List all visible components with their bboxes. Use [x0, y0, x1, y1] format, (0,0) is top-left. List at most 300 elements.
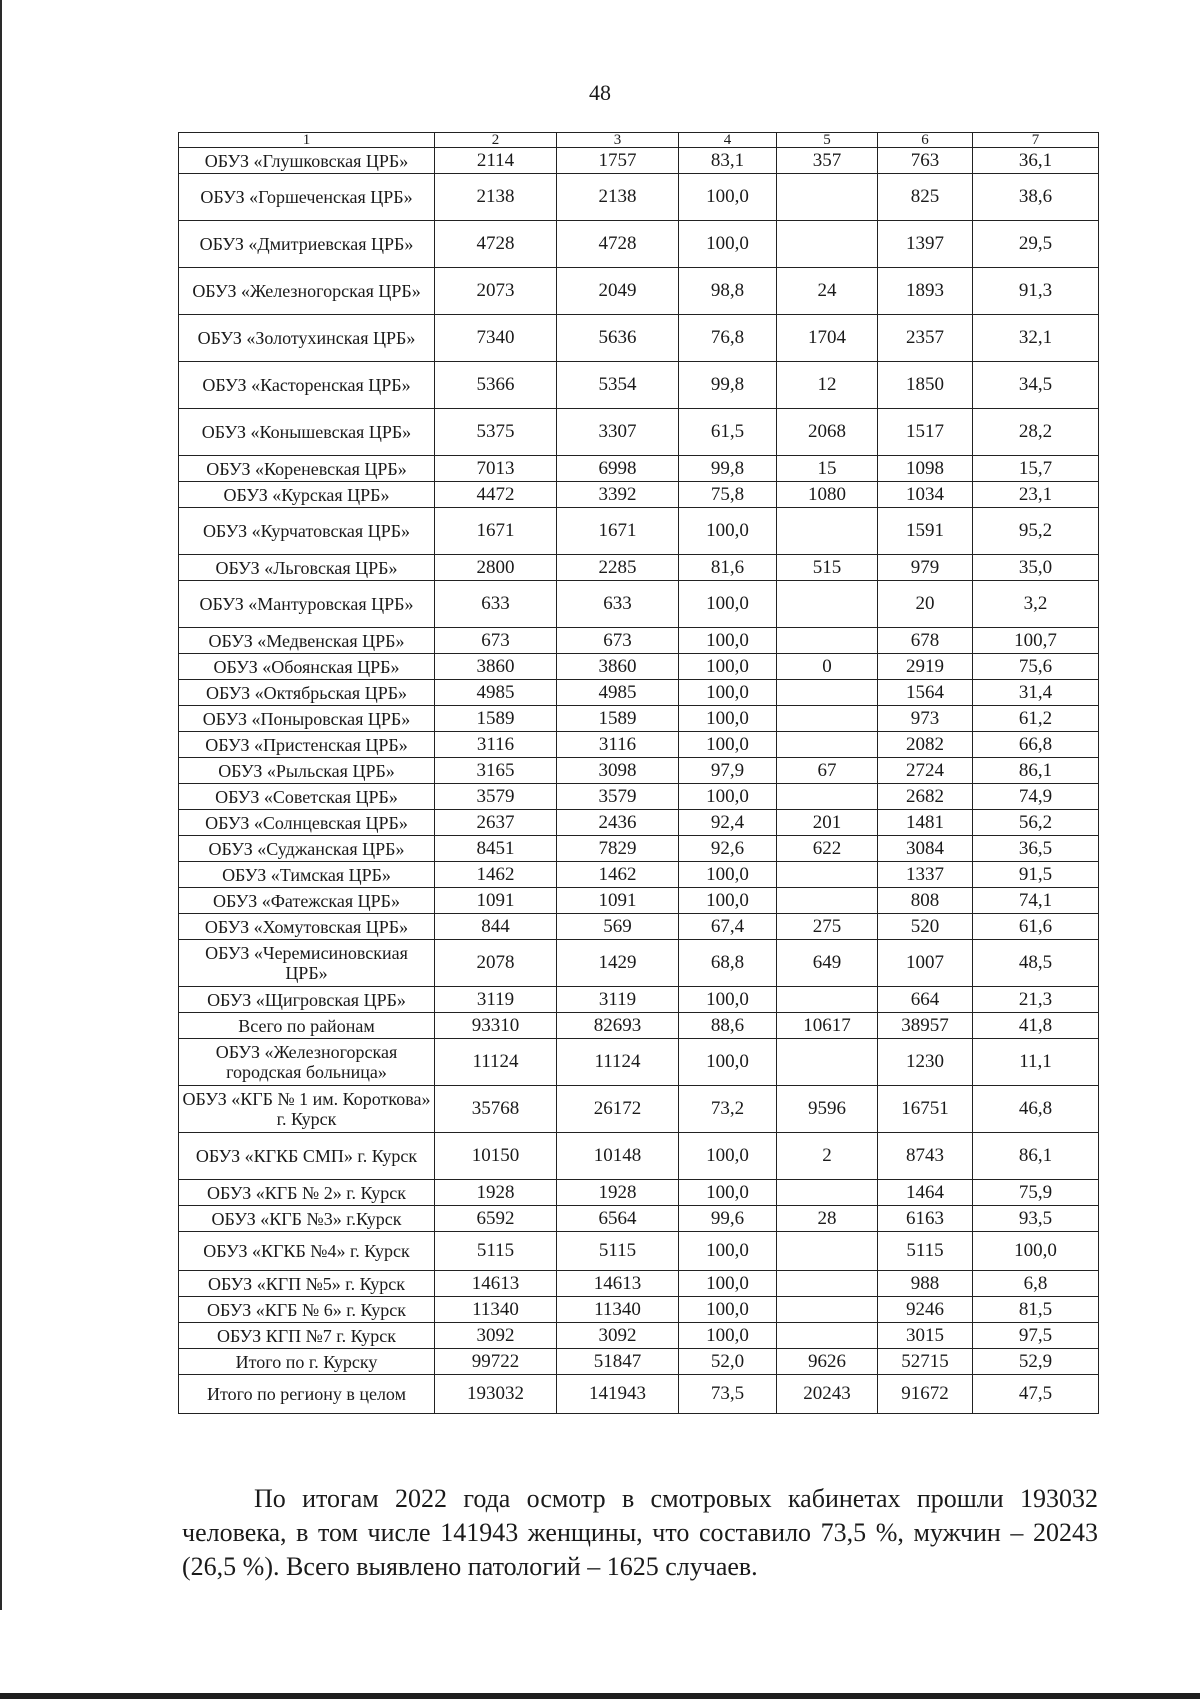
institution-name-cell: ОБУЗ «Медвенская ЦРБ»: [179, 628, 435, 654]
table-cell: 26172: [557, 1086, 679, 1133]
table-cell: 99,6: [679, 1206, 777, 1232]
institution-name-cell: ОБУЗ «Льговская ЦРБ»: [179, 555, 435, 581]
table-cell: 1757: [557, 148, 679, 174]
table-cell: [777, 680, 878, 706]
table-cell: 11,1: [973, 1039, 1099, 1086]
table-row: [179, 1232, 1099, 1271]
table-row: [179, 1133, 1099, 1180]
institution-name-cell: Всего по районам: [179, 1013, 435, 1039]
table-cell: 93310: [435, 1013, 557, 1039]
table-cell: 99,8: [679, 362, 777, 409]
institution-name-cell: ОБУЗ «КГБ № 2» г. Курск: [179, 1180, 435, 1206]
table-cell: 91,5: [973, 862, 1099, 888]
table-cell: 1564: [878, 680, 973, 706]
table-cell: 81,5: [973, 1297, 1099, 1323]
table-cell: 1098: [878, 456, 973, 482]
institution-name-cell: ОБУЗ «КГКБ СМП» г. Курск: [179, 1133, 435, 1180]
table-cell: 673: [557, 628, 679, 654]
table-cell: 9626: [777, 1349, 878, 1375]
table-cell: 100,0: [679, 862, 777, 888]
table-cell: [777, 706, 878, 732]
table-cell: 52,0: [679, 1349, 777, 1375]
table-row: [179, 409, 1099, 456]
institution-name-cell: ОБУЗ «Мантуровская ЦРБ»: [179, 581, 435, 628]
table-row: [179, 1323, 1099, 1349]
table-cell: 20243: [777, 1375, 878, 1414]
table-cell: 3579: [557, 784, 679, 810]
table-cell: 2082: [878, 732, 973, 758]
table-row: [179, 836, 1099, 862]
institution-name-cell: ОБУЗ «Суджанская ЦРБ»: [179, 836, 435, 862]
table-cell: 93,5: [973, 1206, 1099, 1232]
institution-name-cell: ОБУЗ «Золотухинская ЦРБ»: [179, 315, 435, 362]
table-cell: [777, 1039, 878, 1086]
table-cell: 844: [435, 914, 557, 940]
table-cell: 86,1: [973, 758, 1099, 784]
institution-name-cell: ОБУЗ «Пристенская ЦРБ»: [179, 732, 435, 758]
table-cell: 100,0: [679, 784, 777, 810]
institution-name-cell: ОБУЗ «Обоянская ЦРБ»: [179, 654, 435, 680]
institution-name-cell: ОБУЗ «Хомутовская ЦРБ»: [179, 914, 435, 940]
table-cell: 5115: [557, 1232, 679, 1271]
table-cell: 3119: [435, 987, 557, 1013]
table-cell: 808: [878, 888, 973, 914]
table-cell: [777, 1271, 878, 1297]
table-cell: 201: [777, 810, 878, 836]
table-cell: 622: [777, 836, 878, 862]
page-number: 48: [589, 80, 611, 105]
table-cell: 649: [777, 940, 878, 987]
table-cell: 52,9: [973, 1349, 1099, 1375]
institution-name-cell: ОБУЗ «Щигровская ЦРБ»: [179, 987, 435, 1013]
table-cell: 3084: [878, 836, 973, 862]
table-cell: [777, 1323, 878, 1349]
table-cell: 1671: [435, 508, 557, 555]
table-cell: 41,8: [973, 1013, 1099, 1039]
table-cell: 1462: [557, 862, 679, 888]
table-cell: 11340: [435, 1297, 557, 1323]
table-row: [179, 706, 1099, 732]
table-row: [179, 732, 1099, 758]
table-cell: 11124: [435, 1039, 557, 1086]
table-cell: 2436: [557, 810, 679, 836]
table-cell: 35768: [435, 1086, 557, 1133]
table-cell: 68,8: [679, 940, 777, 987]
table-cell: [777, 174, 878, 221]
table-cell: 4728: [435, 221, 557, 268]
table-cell: 61,5: [679, 409, 777, 456]
table-cell: 664: [878, 987, 973, 1013]
table-row: [179, 914, 1099, 940]
table-cell: 6,8: [973, 1271, 1099, 1297]
table-cell: 678: [878, 628, 973, 654]
table-cell: 99722: [435, 1349, 557, 1375]
table-cell: 193032: [435, 1375, 557, 1414]
table-cell: 81,6: [679, 555, 777, 581]
table-cell: 99,8: [679, 456, 777, 482]
table-cell: 973: [878, 706, 973, 732]
table-cell: 2078: [435, 940, 557, 987]
table-cell: 2073: [435, 268, 557, 315]
institution-name-cell: ОБУЗ «КГБ № 6» г. Курск: [179, 1297, 435, 1323]
table-row: [179, 784, 1099, 810]
table-cell: 10148: [557, 1133, 679, 1180]
table-cell: [777, 732, 878, 758]
table-cell: 2637: [435, 810, 557, 836]
table-cell: 16751: [878, 1086, 973, 1133]
table-cell: 3307: [557, 409, 679, 456]
table-row: [179, 581, 1099, 628]
table-cell: 75,8: [679, 482, 777, 508]
table-row: [179, 1180, 1099, 1206]
table-cell: 5115: [878, 1232, 973, 1271]
table-cell: [777, 581, 878, 628]
table-row: [179, 1013, 1099, 1039]
table-cell: [777, 1232, 878, 1271]
table-cell: 1080: [777, 482, 878, 508]
institution-name-cell: ОБУЗ «Черемисиновскиая ЦРБ»: [179, 940, 435, 987]
institution-name-cell: ОБУЗ «Рыльская ЦРБ»: [179, 758, 435, 784]
table-cell: 3392: [557, 482, 679, 508]
table-cell: 1091: [557, 888, 679, 914]
table-cell: 100,0: [679, 1039, 777, 1086]
table-cell: [777, 628, 878, 654]
table-cell: 1893: [878, 268, 973, 315]
table-cell: 95,2: [973, 508, 1099, 555]
table-cell: 11340: [557, 1297, 679, 1323]
institution-name-cell: ОБУЗ КГП №7 г. Курск: [179, 1323, 435, 1349]
table-cell: 979: [878, 555, 973, 581]
table-row: [179, 628, 1099, 654]
table-cell: 3015: [878, 1323, 973, 1349]
table-cell: 83,1: [679, 148, 777, 174]
table-cell: 46,8: [973, 1086, 1099, 1133]
table-cell: [777, 987, 878, 1013]
table-cell: 2138: [435, 174, 557, 221]
table-cell: 86,1: [973, 1133, 1099, 1180]
table-cell: 6592: [435, 1206, 557, 1232]
table-cell: 91,3: [973, 268, 1099, 315]
table-cell: 1034: [878, 482, 973, 508]
table-cell: 1591: [878, 508, 973, 555]
table-row: [179, 315, 1099, 362]
table-cell: 2285: [557, 555, 679, 581]
table-cell: 2357: [878, 315, 973, 362]
table-cell: 75,6: [973, 654, 1099, 680]
table-cell: 3860: [557, 654, 679, 680]
table-cell: 76,8: [679, 315, 777, 362]
table-row: [179, 810, 1099, 836]
table-cell: 15,7: [973, 456, 1099, 482]
institution-name-cell: ОБУЗ «Конышевская ЦРБ»: [179, 409, 435, 456]
table-row: [179, 508, 1099, 555]
table-cell: 7013: [435, 456, 557, 482]
table-cell: 6163: [878, 1206, 973, 1232]
table-cell: 36,5: [973, 836, 1099, 862]
institution-name-cell: ОБУЗ «Курская ЦРБ»: [179, 482, 435, 508]
table-cell: 3,2: [973, 581, 1099, 628]
table-cell: 82693: [557, 1013, 679, 1039]
table-cell: 7340: [435, 315, 557, 362]
table-cell: 14613: [435, 1271, 557, 1297]
table-row: [179, 174, 1099, 221]
table-row: [179, 1039, 1099, 1086]
table-cell: 1671: [557, 508, 679, 555]
institution-name-cell: ОБУЗ «КГП №5» г. Курск: [179, 1271, 435, 1297]
table-cell: 100,0: [679, 581, 777, 628]
table-cell: 100,0: [679, 508, 777, 555]
table-cell: 34,5: [973, 362, 1099, 409]
table-cell: 100,0: [679, 1271, 777, 1297]
table-row: [179, 148, 1099, 174]
column-header: 6: [878, 133, 973, 148]
table-cell: 2682: [878, 784, 973, 810]
institution-name-cell: ОБУЗ «Поныровская ЦРБ»: [179, 706, 435, 732]
table-cell: 61,2: [973, 706, 1099, 732]
table-cell: 3119: [557, 987, 679, 1013]
table-cell: 91672: [878, 1375, 973, 1414]
table-cell: 100,0: [679, 628, 777, 654]
institution-name-cell: ОБУЗ «Курчатовская ЦРБ»: [179, 508, 435, 555]
table-cell: 1589: [557, 706, 679, 732]
table-cell: 5366: [435, 362, 557, 409]
table-row: [179, 221, 1099, 268]
table-cell: 97,9: [679, 758, 777, 784]
table-cell: 100,0: [679, 221, 777, 268]
institution-name-cell: Итого по г. Курску: [179, 1349, 435, 1375]
table-cell: 2800: [435, 555, 557, 581]
table-cell: 73,5: [679, 1375, 777, 1414]
table-row: [179, 888, 1099, 914]
institution-name-cell: ОБУЗ «Глушковская ЦРБ»: [179, 148, 435, 174]
table-cell: 92,4: [679, 810, 777, 836]
table-cell: 14613: [557, 1271, 679, 1297]
table-cell: 1091: [435, 888, 557, 914]
column-header: 4: [679, 133, 777, 148]
table-cell: [777, 862, 878, 888]
institution-name-cell: ОБУЗ «КГБ № 1 им. Короткова» г. Курск: [179, 1086, 435, 1133]
table-cell: 4985: [557, 680, 679, 706]
table-cell: [777, 1297, 878, 1323]
institution-name-cell: ОБУЗ «КГКБ №4» г. Курск: [179, 1232, 435, 1271]
table-row: [179, 1271, 1099, 1297]
table-row: [179, 1375, 1099, 1414]
table-cell: 5115: [435, 1232, 557, 1271]
institution-name-cell: ОБУЗ «Железногорская городская больница»: [179, 1039, 435, 1086]
table-cell: 74,1: [973, 888, 1099, 914]
table-cell: 74,9: [973, 784, 1099, 810]
table-cell: 2068: [777, 409, 878, 456]
table-cell: 100,7: [973, 628, 1099, 654]
table-cell: 38957: [878, 1013, 973, 1039]
table-cell: 52715: [878, 1349, 973, 1375]
table-cell: 73,2: [679, 1086, 777, 1133]
table-cell: 1462: [435, 862, 557, 888]
table-cell: 56,2: [973, 810, 1099, 836]
table-cell: [777, 221, 878, 268]
table-cell: 673: [435, 628, 557, 654]
table-row: [179, 1349, 1099, 1375]
table-row: [179, 654, 1099, 680]
table-cell: 28: [777, 1206, 878, 1232]
table-cell: 10150: [435, 1133, 557, 1180]
table-cell: 1464: [878, 1180, 973, 1206]
table-cell: 66,8: [973, 732, 1099, 758]
examination-table: [178, 132, 1099, 1414]
table-cell: 15: [777, 456, 878, 482]
table-row: [179, 1086, 1099, 1133]
table-cell: 8743: [878, 1133, 973, 1180]
table-cell: 2919: [878, 654, 973, 680]
table-cell: 38,6: [973, 174, 1099, 221]
table-cell: 8451: [435, 836, 557, 862]
table-cell: 1397: [878, 221, 973, 268]
institution-name-cell: ОБУЗ «Солнцевская ЦРБ»: [179, 810, 435, 836]
table-cell: 100,0: [679, 654, 777, 680]
table-cell: 7829: [557, 836, 679, 862]
table-row: [179, 482, 1099, 508]
table-cell: 515: [777, 555, 878, 581]
institution-name-cell: ОБУЗ «Тимская ЦРБ»: [179, 862, 435, 888]
column-header: 7: [973, 133, 1099, 148]
table-cell: 633: [435, 581, 557, 628]
table-row: [179, 987, 1099, 1013]
table-cell: 1850: [878, 362, 973, 409]
scan-left-edge: [0, 0, 2, 1610]
institution-name-cell: ОБУЗ «Железногорская ЦРБ»: [179, 268, 435, 315]
table-cell: 100,0: [679, 888, 777, 914]
table-row: [179, 758, 1099, 784]
institution-name-cell: ОБУЗ «Касторенская ЦРБ»: [179, 362, 435, 409]
table-cell: 6998: [557, 456, 679, 482]
table-cell: 75,9: [973, 1180, 1099, 1206]
table-cell: 4728: [557, 221, 679, 268]
table-cell: 100,0: [679, 1232, 777, 1271]
table-cell: 3092: [435, 1323, 557, 1349]
table-cell: 3165: [435, 758, 557, 784]
table-cell: 67,4: [679, 914, 777, 940]
table-cell: 4985: [435, 680, 557, 706]
table-cell: 11124: [557, 1039, 679, 1086]
table-row: [179, 456, 1099, 482]
table-cell: 2049: [557, 268, 679, 315]
table-cell: 1517: [878, 409, 973, 456]
table-cell: 28,2: [973, 409, 1099, 456]
table-cell: 51847: [557, 1349, 679, 1375]
table-cell: 5354: [557, 362, 679, 409]
table-cell: 100,0: [679, 1323, 777, 1349]
table-cell: 100,0: [679, 1297, 777, 1323]
table-cell: 141943: [557, 1375, 679, 1414]
table-row: [179, 268, 1099, 315]
table-cell: 9596: [777, 1086, 878, 1133]
table-cell: 12: [777, 362, 878, 409]
table-cell: 3116: [557, 732, 679, 758]
table-row: [179, 940, 1099, 987]
table-cell: 21,3: [973, 987, 1099, 1013]
table-cell: 100,0: [679, 732, 777, 758]
table-cell: 2: [777, 1133, 878, 1180]
table-row: [179, 555, 1099, 581]
table-cell: 100,0: [679, 1133, 777, 1180]
institution-name-cell: ОБУЗ «Горшеченская ЦРБ»: [179, 174, 435, 221]
table-cell: 1007: [878, 940, 973, 987]
table-cell: 520: [878, 914, 973, 940]
table-cell: [777, 1180, 878, 1206]
table-cell: 2724: [878, 758, 973, 784]
table-cell: 6564: [557, 1206, 679, 1232]
column-header: 1: [179, 133, 435, 148]
institution-name-cell: ОБУЗ «Фатежская ЦРБ»: [179, 888, 435, 914]
table-cell: 48,5: [973, 940, 1099, 987]
table-cell: 3860: [435, 654, 557, 680]
table-cell: 569: [557, 914, 679, 940]
table-cell: 10617: [777, 1013, 878, 1039]
table-cell: 24: [777, 268, 878, 315]
table-cell: 3579: [435, 784, 557, 810]
table-cell: 100,0: [679, 680, 777, 706]
institution-name-cell: ОБУЗ «Советская ЦРБ»: [179, 784, 435, 810]
institution-name-cell: ОБУЗ «КГБ №3» г.Курск: [179, 1206, 435, 1232]
column-header: 3: [557, 133, 679, 148]
table-cell: 633: [557, 581, 679, 628]
institution-name-cell: ОБУЗ «Октябрьская ЦРБ»: [179, 680, 435, 706]
table-cell: 100,0: [679, 987, 777, 1013]
table-cell: 1704: [777, 315, 878, 362]
table-cell: 47,5: [973, 1375, 1099, 1414]
table-row: [179, 680, 1099, 706]
table-cell: 4472: [435, 482, 557, 508]
table-cell: 98,8: [679, 268, 777, 315]
table-row: [179, 1297, 1099, 1323]
table-cell: 1589: [435, 706, 557, 732]
table-cell: 20: [878, 581, 973, 628]
table-cell: 2114: [435, 148, 557, 174]
institution-name-cell: ОБУЗ «Кореневская ЦРБ»: [179, 456, 435, 482]
table-cell: 3116: [435, 732, 557, 758]
table-cell: 357: [777, 148, 878, 174]
table-cell: 1337: [878, 862, 973, 888]
institution-name-cell: Итого по региону в целом: [179, 1375, 435, 1414]
table-cell: 67: [777, 758, 878, 784]
table-cell: 0: [777, 654, 878, 680]
table-cell: 88,6: [679, 1013, 777, 1039]
table-cell: 5375: [435, 409, 557, 456]
scan-bottom-edge: [0, 1693, 1200, 1699]
table-cell: 92,6: [679, 836, 777, 862]
table-cell: 275: [777, 914, 878, 940]
institution-name-cell: ОБУЗ «Дмитриевская ЦРБ»: [179, 221, 435, 268]
summary-paragraph: По итогам 2022 года осмотр в смотровых кабинетах прошли 193032 человека, в том числе 141943 женщины, что составило 73,5 %, мужчин – 20243 (26,5 %). Всего выявлено патологий – 1625 случаев.: [182, 1484, 1098, 1581]
table-cell: 35,0: [973, 555, 1099, 581]
table-cell: 23,1: [973, 482, 1099, 508]
table-cell: 29,5: [973, 221, 1099, 268]
table-cell: 988: [878, 1271, 973, 1297]
table-cell: [777, 508, 878, 555]
column-header: 2: [435, 133, 557, 148]
table-cell: 100,0: [679, 1180, 777, 1206]
table-cell: 1230: [878, 1039, 973, 1086]
table-cell: 61,6: [973, 914, 1099, 940]
table-cell: 1928: [557, 1180, 679, 1206]
table-cell: [777, 888, 878, 914]
table-cell: 1429: [557, 940, 679, 987]
table-cell: 5636: [557, 315, 679, 362]
table-cell: 1928: [435, 1180, 557, 1206]
table-cell: [777, 784, 878, 810]
table-cell: 2138: [557, 174, 679, 221]
table-cell: 100,0: [973, 1232, 1099, 1271]
